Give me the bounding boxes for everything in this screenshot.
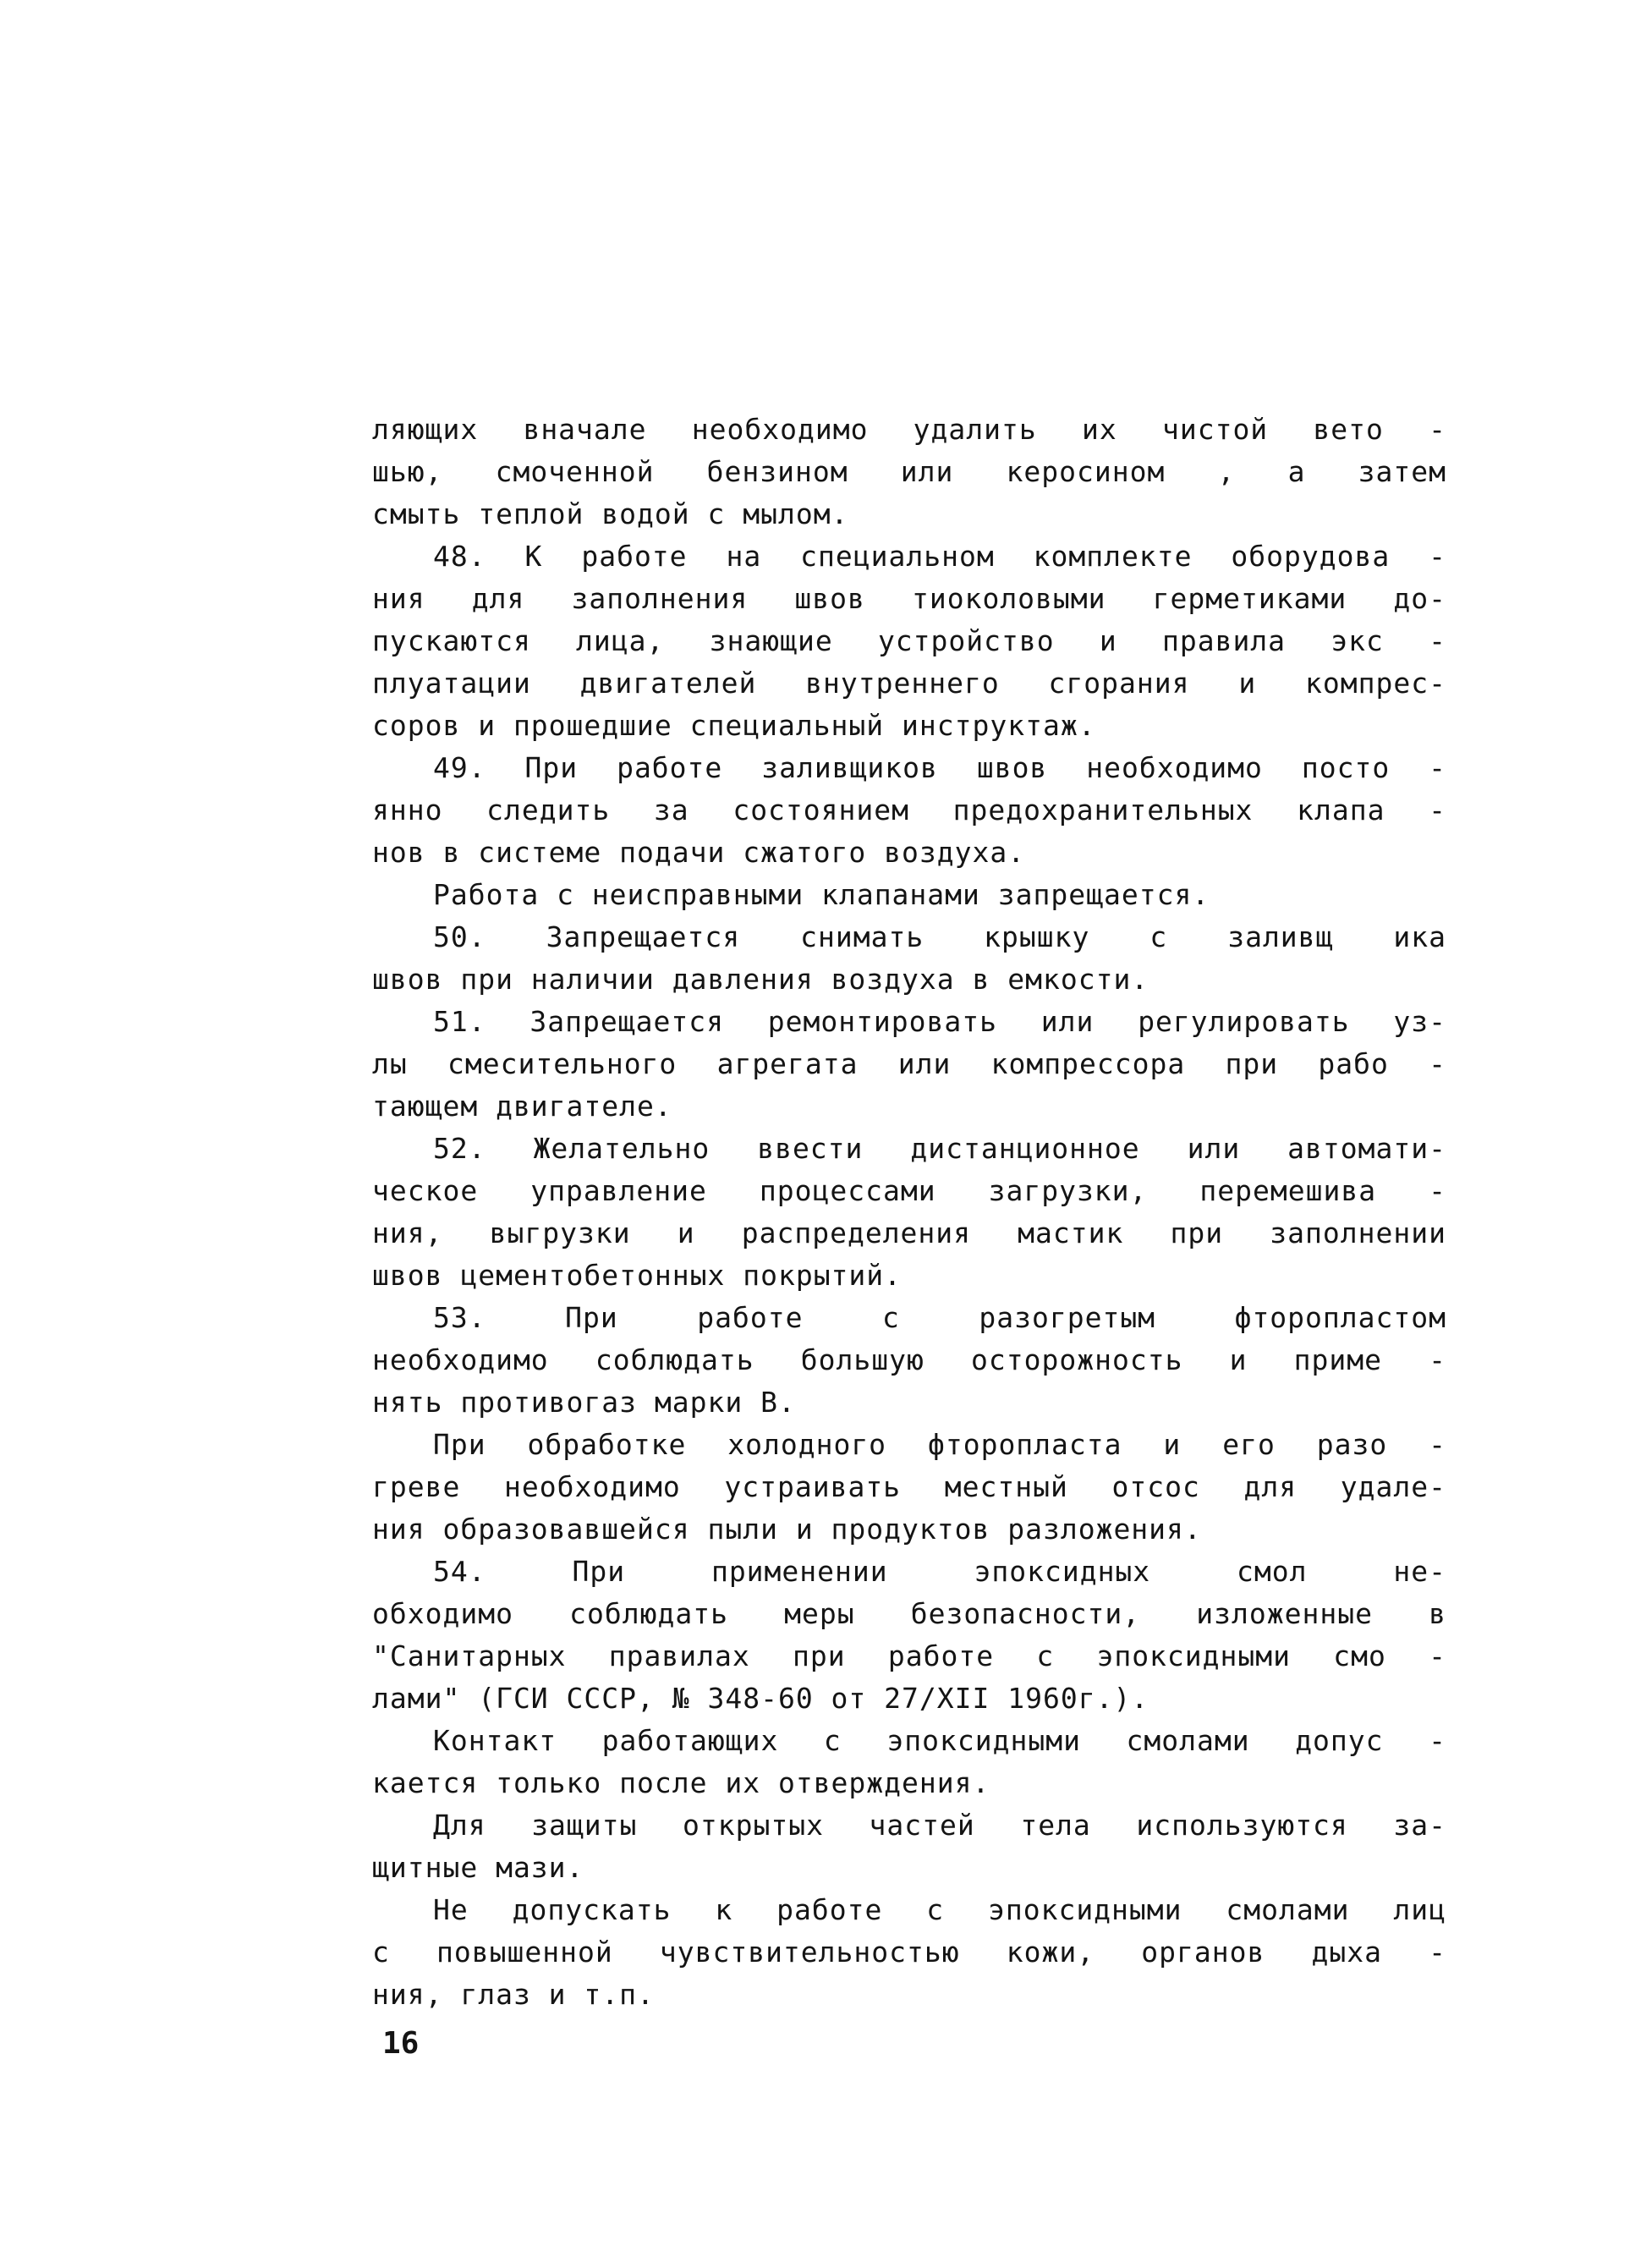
text-line: щитные мази. bbox=[372, 1851, 584, 1884]
text-line: лы смесительного агрегата или компрессора при рабо - bbox=[372, 1047, 1446, 1080]
text-line: ческое управление процессами загрузки, перемешива - bbox=[372, 1174, 1446, 1207]
text-line: нов в системе подачи сжатого воздуха. bbox=[372, 836, 1026, 869]
text-line: ния для заполнения швов тиоколовыми герметиками до- bbox=[372, 582, 1446, 615]
text-line: 51. Запрещается ремонтировать или регулировать уз- bbox=[433, 1005, 1446, 1038]
text-line: 54. При применении эпоксидных смол не- bbox=[433, 1555, 1446, 1588]
text-line: Не допускать к работе с эпоксидными смолами лиц bbox=[433, 1893, 1446, 1926]
text-line: 48. К работе на специальном комплекте оборудова - bbox=[433, 540, 1446, 573]
text-line: ния, выгрузки и распределения мастик при заполнении bbox=[372, 1216, 1446, 1249]
text-line: лами" (ГСИ СССР, № 348-60 от 27/XII 1960г.). bbox=[372, 1682, 1149, 1715]
text-line: "Санитарных правилах при работе с эпоксидными смо - bbox=[372, 1639, 1446, 1672]
text-line: швов цементобетонных покрытий. bbox=[372, 1259, 903, 1292]
text-line: 52. Желательно ввести дистанционное или автомати- bbox=[433, 1132, 1446, 1165]
text-line: швов при наличии давления воздуха в емкости. bbox=[372, 963, 1149, 996]
text-line: кается только после их отверждения. bbox=[372, 1766, 990, 1799]
text-line: 50. Запрещается снимать крышку с заливщ ика bbox=[433, 920, 1446, 953]
text-line: смыть теплой водой с мылом. bbox=[372, 497, 849, 530]
text-line: Работа с неисправными клапанами запрещается. bbox=[433, 878, 1210, 911]
text-line: греве необходимо устраивать местный отсос для удале- bbox=[372, 1470, 1446, 1503]
text-line: обходимо соблюдать меры безопасности, изложенные в bbox=[372, 1597, 1446, 1630]
text-line: тающем двигателе. bbox=[372, 1090, 672, 1123]
text-line: нять противогаз марки В. bbox=[372, 1386, 796, 1419]
text-line: ния, глаз и т.п. bbox=[372, 1978, 655, 2011]
text-line: с повышенной чувствительностью кожи, органов дыха - bbox=[372, 1936, 1446, 1969]
text-line: янно следить за состоянием предохранительных клапа - bbox=[372, 794, 1446, 826]
text-line: 49. При работе заливщиков швов необходимо посто - bbox=[433, 751, 1446, 784]
page-number: 16 bbox=[382, 2026, 420, 2061]
text-line: ния образовавшейся пыли и продуктов разложения. bbox=[372, 1513, 1202, 1546]
text-line: ляющих вначале необходимо удалить их чистой вето - bbox=[372, 413, 1446, 446]
text-line: необходимо соблюдать большую осторожность и приме - bbox=[372, 1343, 1446, 1376]
text-line: При обработке холодного фторопласта и его разо - bbox=[433, 1428, 1446, 1461]
text-line: соров и прошедшие специальный инструктаж. bbox=[372, 709, 1096, 742]
text-line: шью, смоченной бензином или керосином , а затем bbox=[372, 455, 1446, 488]
text-line: Для защиты открытых частей тела используются за- bbox=[433, 1809, 1446, 1842]
text-line: пускаются лица, знающие устройство и правила экс - bbox=[372, 624, 1446, 657]
text-line: Контакт работающих с эпоксидными смолами допус - bbox=[433, 1724, 1446, 1757]
text-line: 53. При работе с разогретым фторопластом bbox=[433, 1301, 1446, 1334]
text-line: плуатации двигателей внутреннего сгорания и компрес- bbox=[372, 667, 1446, 700]
